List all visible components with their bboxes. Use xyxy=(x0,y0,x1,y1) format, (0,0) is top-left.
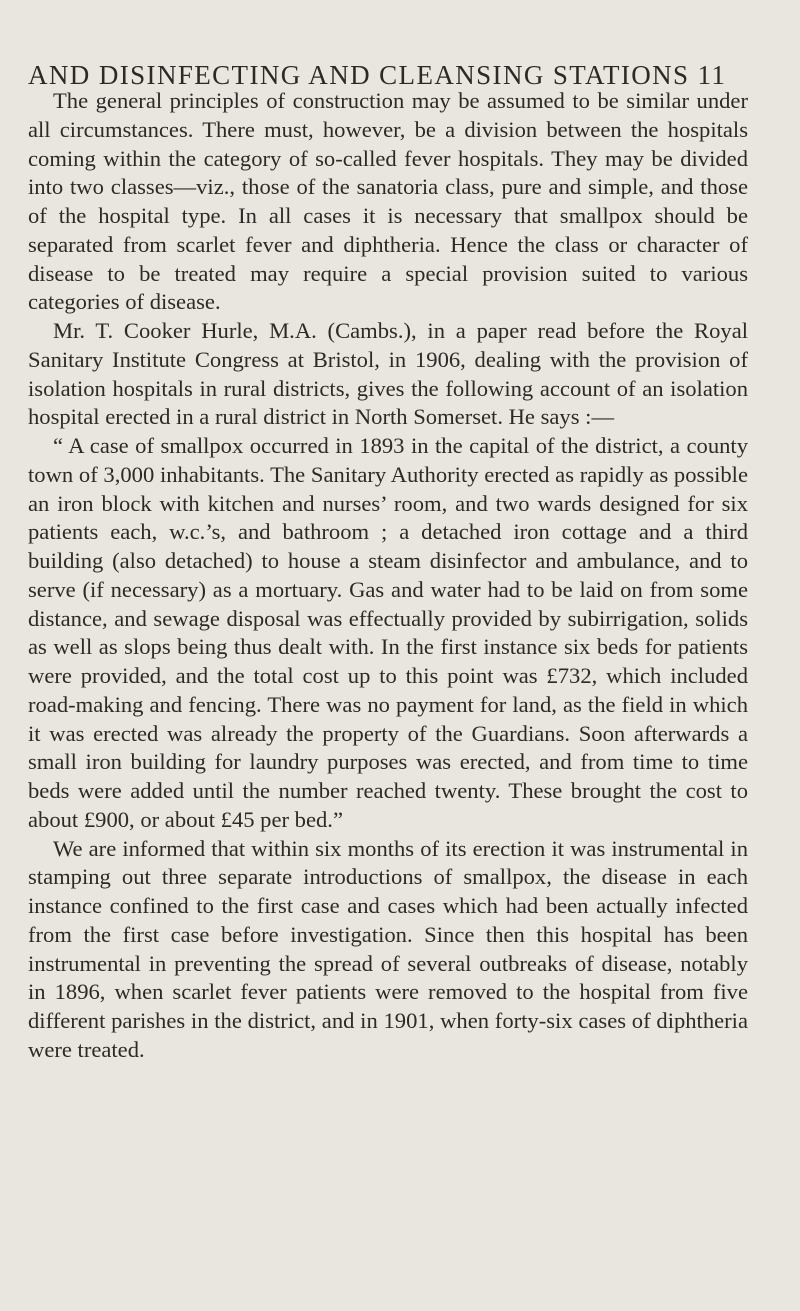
paragraph-construction-principles: The general principles of construction may be assumed to be similar under all circumstances. There must, however, be a division between the hospitals coming within the category of so-called fever hospitals. They may be divided into two classes—viz., those of the sanatoria class, pure and simple, and those of the hospital type. In all cases it is necessary that smallpox should be separated from scarlet fever and diphtheria. Hence the class or character of disease to be treated may require a special provision suited to various categories of disease. xyxy=(28,88,748,315)
paragraph-hurle-paper: Mr. T. Cooker Hurle, M.A. (Cambs.), in a paper read before the Royal Sanitary Institute Congress at Bristol, in 1906, dealing with the provision of isolation hospitals in rural districts, gives the following account of an isolation hospital erected in a rural district in North Somerset. He says :— xyxy=(28,318,748,430)
running-head-title: AND DISINFECTING AND CLEANSING STATIONS xyxy=(28,60,690,90)
paragraph-hospital-outcomes: We are informed that within six months of its erection it was instrumental in stamping out three separate introductions of smallpox, the disease in each instance confined to the first case and cases which had been actually infected from the first case before investigation. Since then this hospital has been instrumental in preventing the spread of several outbreaks of disease, notably in 1896, when scarlet fever patients were removed to the hospital from five different parishes in the district, and in 1901, when forty-six cases of diphtheria were treated. xyxy=(28,835,748,1062)
running-head xyxy=(28,60,770,90)
paragraph-smallpox-quotation: “ A case of smallpox occurred in 1893 in the capital of the district, a county town of 3,000 inhabitants. The Sanitary Authority erected as rapidly as possible an iron block with kitchen and nurses’ room, and two wards designed for six patients each, w.c.’s, and bathroom ; a detached iron cottage and a third building (also detached) to house a steam disinfector and ambulance, and to serve (if necessary) as a mortuary. Gas and water had to be laid on from some distance, and sewage disposal was effectually provided by subirrigation, solids as well as slops being thus dealt with. In the first instance six beds for patients were provided, and the total cost up to this point was £732, which included road-making and fencing. There was no payment for land, as the field in which it was erected was already the property of the Guardians. Soon afterwards a small iron building for laundry purposes was erected, and from time to time beds were added until the number reached twenty. These brought the cost to about £900, or about £45 per bed.” xyxy=(28,433,748,832)
body-text xyxy=(28,87,748,1065)
page-number: 11 xyxy=(697,60,727,90)
